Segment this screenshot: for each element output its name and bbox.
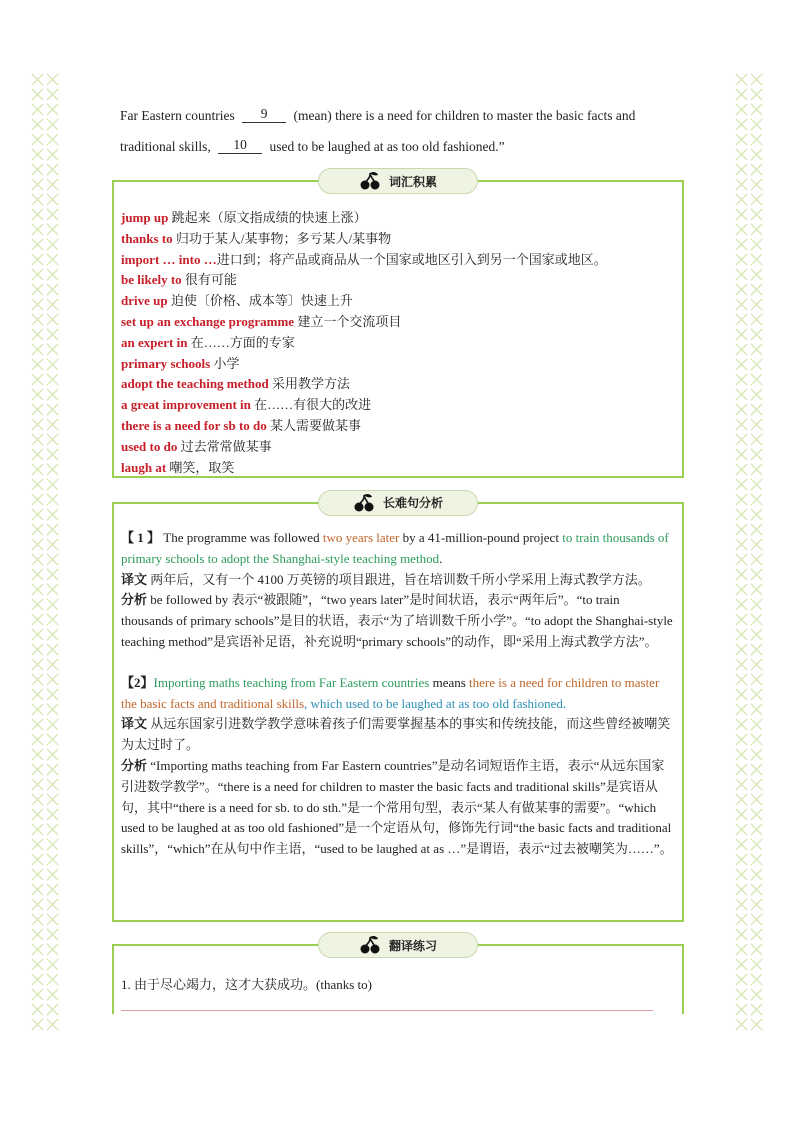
intro-text: (mean) there is a need for children to master the basic facts and bbox=[293, 108, 636, 123]
vocab-term: used to do bbox=[121, 438, 178, 454]
vocab-meaning: 归功于某人/某事物；多亏某人/某事物 bbox=[172, 230, 392, 246]
label-analysis: 分析 bbox=[121, 757, 148, 773]
intro-text: traditional skills, bbox=[120, 139, 211, 154]
intro-line-2 bbox=[120, 131, 680, 162]
vocab-term: a great improvement in bbox=[121, 397, 251, 413]
right-decorative-border bbox=[734, 72, 764, 1032]
vocab-item bbox=[121, 354, 682, 375]
vocab-meaning: 在……方面的专家 bbox=[187, 334, 295, 350]
translation-text: 两年后，又有一个 4100 万英镑的项目跟进，旨在培训数千所小学采用上海式教学方法。 bbox=[147, 571, 651, 587]
translation-2 bbox=[121, 714, 674, 756]
section-title: 翻译练习 bbox=[388, 938, 437, 953]
sentence-part-object: there is a need for children to master the basic facts and traditional skills bbox=[121, 674, 660, 711]
vocab-item bbox=[121, 395, 682, 416]
translation-1 bbox=[121, 570, 674, 591]
blank-9: 9 bbox=[242, 106, 286, 123]
vocab-meaning: 采用教学方法 bbox=[268, 376, 350, 392]
analysis-1 bbox=[121, 590, 674, 652]
vocab-item bbox=[121, 229, 682, 250]
sentence-part-clause: , which used to be laughed at as too old fashioned. bbox=[304, 695, 567, 711]
vocab-item bbox=[121, 250, 682, 271]
vocab-meaning: 很有可能 bbox=[181, 272, 237, 288]
cherry-icon bbox=[359, 935, 381, 955]
vocab-item bbox=[121, 437, 682, 458]
left-decorative-border bbox=[30, 72, 60, 1032]
vocab-meaning: 小学 bbox=[210, 355, 240, 371]
section-title: 长难句分析 bbox=[382, 495, 443, 510]
vocab-term: be likely to bbox=[121, 272, 182, 288]
cherry-icon bbox=[359, 171, 381, 191]
intro-line-1 bbox=[120, 100, 680, 131]
intro-text: used to be laughed at as too old fashioned.” bbox=[269, 139, 505, 154]
vocab-term: adopt the teaching method bbox=[121, 376, 269, 392]
vocab-term: laugh at bbox=[121, 459, 167, 475]
label-translation: 译文 bbox=[121, 716, 148, 732]
vocab-item bbox=[121, 270, 682, 291]
analysis-text: be followed by 表示“被跟随”，“two years later”是时间状语，表示“两年后”。“to train thousands of primary schools”是目的状语，表示“为了培训数千所小学”。“to adopt the Shanghai-style teaching method”是宾语补足语，补充说明“primary schools”的动作，即“采用上海式教学方法”。 bbox=[121, 592, 673, 649]
vocab-term: set up an exchange programme bbox=[121, 313, 295, 329]
sentence-part: by a 41-million-pound project bbox=[399, 530, 563, 545]
label-analysis: 分析 bbox=[121, 592, 148, 608]
vocab-meaning: 在……有很大的改进 bbox=[250, 397, 372, 413]
section-header bbox=[318, 168, 478, 194]
blank-10: 10 bbox=[218, 137, 262, 154]
vocab-term: thanks to bbox=[121, 230, 173, 246]
sentence-part: . bbox=[439, 550, 443, 566]
vocab-meaning: 嘲笑，取笑 bbox=[166, 459, 235, 475]
vocabulary-section bbox=[112, 174, 684, 478]
intro-text: Far Eastern countries bbox=[120, 108, 235, 123]
vocab-meaning: 迫使〔价格、成本等〕快速上升 bbox=[167, 293, 353, 309]
sentence-number: 【 1 】 bbox=[121, 530, 161, 545]
vocab-meaning: 跳起来（原文指成绩的快速上涨） bbox=[168, 210, 367, 225]
vocab-term: there is a need for sb to do bbox=[121, 417, 267, 433]
section-header bbox=[318, 932, 478, 958]
vocab-term: import … into … bbox=[121, 251, 217, 267]
cherry-icon bbox=[353, 493, 375, 513]
translation-text: 从远东国家引进数学教学意味着孩子们需要掌握基本的事实和传统技能，而这些曾经被嘲笑为太过时了。 bbox=[121, 716, 671, 753]
sentence-part: means bbox=[429, 674, 470, 690]
vocab-item bbox=[121, 458, 682, 479]
sentence-2 bbox=[121, 673, 674, 715]
vocab-item bbox=[121, 291, 682, 312]
vocab-term: primary schools bbox=[121, 355, 211, 371]
vocab-term: an expert in bbox=[121, 334, 188, 350]
sentence-1 bbox=[121, 528, 674, 570]
label-translation: 译文 bbox=[121, 571, 148, 587]
vocab-item bbox=[121, 333, 682, 354]
analysis-text: “Importing maths teaching from Far Eastern countries”是动名词短语作主语，表示“从远东国家引进数学教学”。“there is a need for children to master the basic facts and traditional skills”是宾语从句，其中“there is a need for sb. to do sth.”是一个常用句型，表示“某人有做某事的需要”。“which used to be laughed at as too old fashioned”是一个定语从句，修饰先行词“the basic facts and traditional skills”，“which”在从句中作主语，“used to be laughed at as …”是谓语，表示“过去被嘲笑为……”。 bbox=[121, 757, 673, 857]
sentence-part-subject: Importing maths teaching from Far Eastern countries bbox=[153, 674, 430, 690]
vocab-meaning: 过去常常做某事 bbox=[177, 438, 272, 454]
vocabulary-list bbox=[121, 208, 682, 478]
vocab-item bbox=[121, 374, 682, 395]
section-title: 词汇积累 bbox=[388, 174, 437, 189]
sentence-number: 【2】 bbox=[121, 674, 154, 690]
sentence-analysis-section bbox=[112, 495, 684, 922]
answer-line[interactable] bbox=[121, 1010, 653, 1011]
vocab-item bbox=[121, 416, 682, 437]
vocab-item bbox=[121, 312, 682, 333]
analysis-2 bbox=[121, 756, 674, 860]
sentence-part-purpose: to train thousands of primary schools to adopt the Shanghai-style teaching method bbox=[121, 530, 669, 566]
translation-practice-section bbox=[112, 938, 684, 1014]
sentence-part: The programme was followed bbox=[163, 530, 323, 545]
question-1: 1. 由于尽心竭力，这才大获成功。(thanks to) bbox=[121, 977, 372, 992]
vocab-meaning: 建立一个交流项目 bbox=[294, 313, 402, 329]
section-header bbox=[318, 490, 478, 516]
sentence-part-adverbial: two years later bbox=[322, 530, 400, 545]
vocab-item bbox=[121, 208, 682, 229]
vocab-term: drive up bbox=[121, 293, 168, 309]
vocab-meaning: 某人需要做某事 bbox=[266, 417, 362, 433]
vocab-term: jump up bbox=[121, 210, 169, 225]
intro-paragraph bbox=[120, 100, 680, 162]
vocab-meaning: 进口到；将产品或商品从一个国家或地区引入到另一个国家或地区。 bbox=[216, 251, 607, 267]
